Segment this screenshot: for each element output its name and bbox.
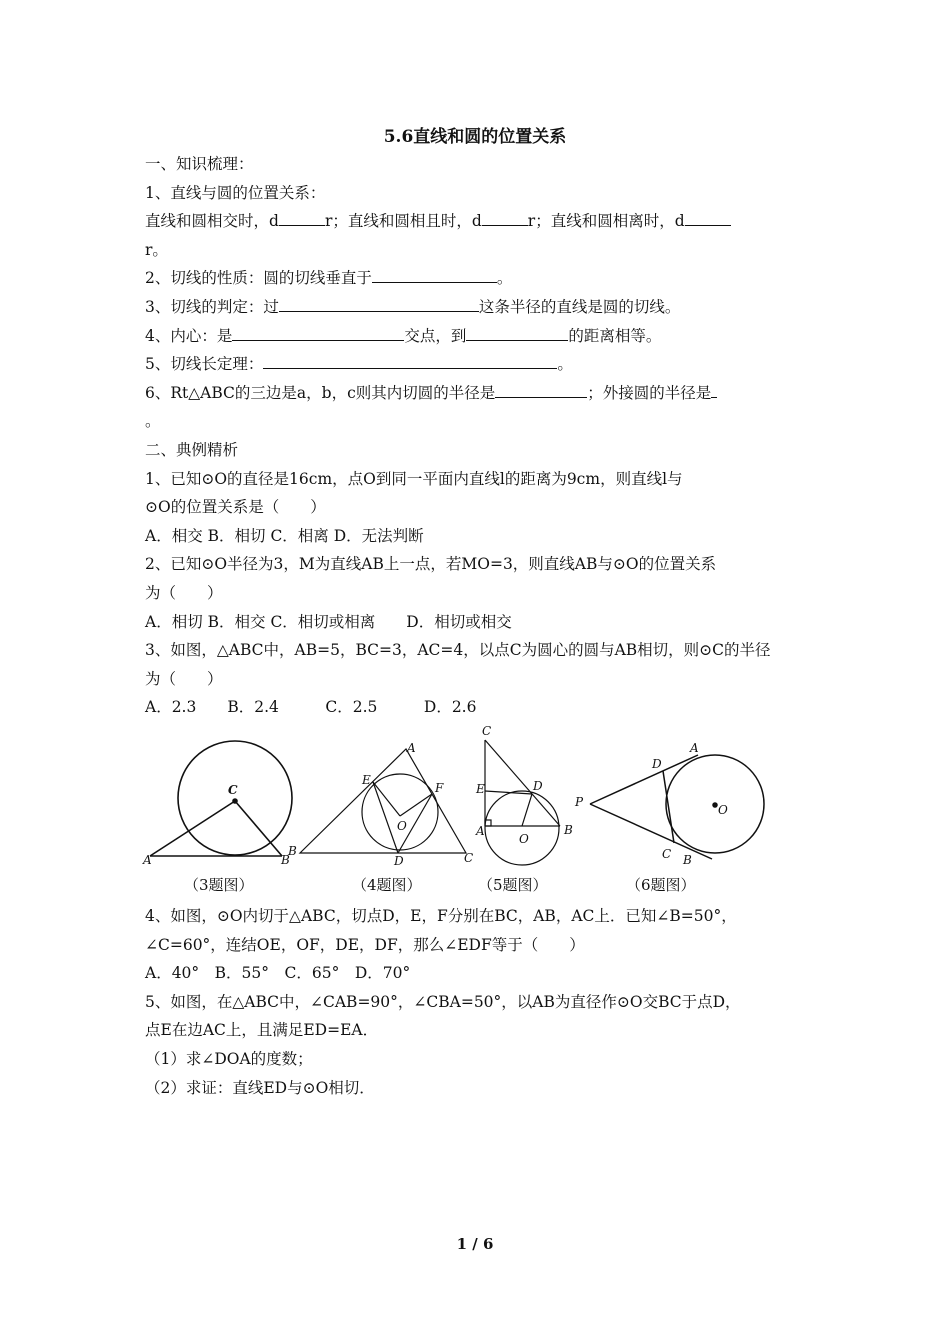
question-4-line-2: ∠C=60°，连结OE，OF，DE，DF，那么∠EDF等于（ ） <box>145 935 585 954</box>
label-d: D <box>533 779 543 793</box>
question-1-line-2: ⊙O的位置关系是（ ） <box>145 498 326 517</box>
fill-blank[interactable] <box>466 324 568 341</box>
triangle-abc <box>300 749 466 853</box>
figure-3 <box>142 741 292 867</box>
text-fragment: 4、内心：是 <box>145 326 233 345</box>
label-c: C <box>482 724 492 738</box>
segment-od <box>522 794 532 826</box>
label-c: C <box>464 851 474 865</box>
question-2-line-2: 为（ ） <box>145 583 223 602</box>
page-title: 5.6直线和圆的位置关系 <box>383 127 567 147</box>
segment-cb <box>485 740 560 826</box>
question-4-line-1: 4、如图，⊙O内切于△ABC，切点D，E，F分别在BC，AB，AC上．已知∠B=50°， <box>145 907 737 925</box>
knowledge-item-6-end: 。 <box>145 412 161 431</box>
label-a: A <box>407 741 416 755</box>
segment-of <box>400 794 432 816</box>
fill-blank[interactable] <box>711 381 717 398</box>
label-e: E <box>476 782 485 796</box>
text-fragment: 5、切线长定理： <box>145 355 264 374</box>
section-heading-1: 一、知识梳理： <box>145 155 254 173</box>
fill-blank[interactable] <box>372 266 497 283</box>
question-5-line-1: 5、如图，在△ABC中，∠CAB=90°，∠CBA=50°，以AB为直径作⊙O交BC于点D， <box>145 992 741 1011</box>
label-f: F <box>435 781 444 795</box>
label-d: D <box>394 854 404 868</box>
label-c: C <box>228 783 238 797</box>
knowledge-item-4 <box>145 322 810 351</box>
segment-ac <box>150 801 235 856</box>
text-fragment: r；直线和圆相离时，d <box>527 212 685 231</box>
figure-6 <box>574 741 764 867</box>
label-o: O <box>718 803 728 817</box>
question-2-line-1: 2、已知⊙O半径为3，M为直线AB上一点，若MO=3，则直线AB与⊙O的位置关系 <box>145 555 717 574</box>
knowledge-item-2 <box>145 264 810 293</box>
label-b: B <box>564 823 573 837</box>
question-5-part-1: （1）求∠DOA的度数； <box>145 1049 313 1068</box>
question-4-options: A．40° B．55° C．65° D．70° <box>145 964 411 983</box>
question-5-line-2: 点E在边AC上，且满足ED=EA． <box>145 1021 379 1040</box>
figure-5-caption: （5题图） <box>478 876 548 894</box>
label-b: B <box>288 844 297 858</box>
text-fragment: ；外接圆的半径是 <box>587 383 712 402</box>
label-e: E <box>362 773 371 787</box>
section-heading-2: 二、典例精析 <box>145 440 239 459</box>
label-d: D <box>652 757 662 771</box>
text-fragment: 直线和圆相交时，d <box>145 212 279 231</box>
label-b: B <box>683 853 692 867</box>
center-point <box>713 803 717 807</box>
document-body <box>145 150 810 722</box>
label-a: A <box>690 741 699 755</box>
question-2-options: A．相切 B．相交 C．相切或相离 D．相切或相交 <box>145 612 512 631</box>
circle-c <box>178 741 292 855</box>
fill-blank[interactable] <box>495 381 587 398</box>
knowledge-item-1: 1、直线与圆的位置关系： <box>145 183 326 202</box>
knowledge-item-5 <box>145 350 810 379</box>
center-point <box>233 799 237 803</box>
fill-blank[interactable] <box>279 295 479 312</box>
figure-6-caption: （6题图） <box>626 876 696 894</box>
segment-oe <box>373 782 400 816</box>
knowledge-item-3 <box>145 293 810 322</box>
question-5-part-2: （2）求证：直线ED与⊙O相切． <box>145 1078 375 1097</box>
text-fragment: 这条半径的直线是圆的切线。 <box>478 297 681 316</box>
fill-blank[interactable] <box>685 209 731 226</box>
document-body-continued <box>145 902 810 1102</box>
knowledge-item-1-end: r。 <box>145 240 168 259</box>
tangent-pb <box>590 804 712 859</box>
label-o: O <box>397 819 407 833</box>
text-fragment: 交点，到 <box>404 326 467 345</box>
label-c: C <box>662 847 672 861</box>
text-fragment: 。 <box>557 355 573 374</box>
label-a: A <box>476 824 485 838</box>
text-fragment: 的距离相等。 <box>568 326 662 345</box>
fill-blank[interactable] <box>232 324 404 341</box>
knowledge-item-1-detail <box>145 207 810 236</box>
text-fragment: 6、Rt△ABC的三边是a，b，c则其内切圆的半径是 <box>145 383 496 402</box>
fill-blank[interactable] <box>263 352 557 369</box>
tangent-dc <box>663 771 674 843</box>
text-fragment: 2、切线的性质：圆的切线垂直于 <box>145 269 372 288</box>
question-3-line-1: 3、如图，△ABC中，AB=5，BC=3，AC=4，以点C为圆心的圆与AB相切，则⊙C的半径 <box>145 641 771 660</box>
figure-3-caption: （3题图） <box>184 876 254 894</box>
label-a: A <box>143 853 152 867</box>
label-o: O <box>519 832 529 846</box>
incircle <box>362 774 438 850</box>
label-b: B <box>281 853 290 867</box>
knowledge-item-6 <box>145 379 810 408</box>
label-p: P <box>575 795 584 809</box>
text-fragment: 3、切线的判定：过 <box>145 297 279 316</box>
page-number: 1 / 6 <box>456 1235 494 1253</box>
question-1-options: A．相交 B．相切 C．相离 D．无法判断 <box>145 526 424 545</box>
figure-4-caption: （4题图） <box>352 876 422 894</box>
segment-cb <box>235 801 282 856</box>
question-3-options: A．2.3 B．2.4 C．2.5 D．2.6 <box>145 698 477 717</box>
text-fragment: 。 <box>496 269 513 288</box>
circle-o <box>485 791 559 865</box>
tangent-pa <box>590 755 698 804</box>
text-fragment: r；直线和圆相且时，d <box>324 212 482 231</box>
question-3-line-2: 为（ ） <box>145 669 223 688</box>
figure-5 <box>475 724 573 865</box>
question-1-line-1: 1、已知⊙O的直径是16cm，点O到同一平面内直线l的距离为9cm，则直线l与 <box>145 469 683 488</box>
figure-4 <box>287 741 473 868</box>
fill-blank[interactable] <box>482 209 528 226</box>
fill-blank[interactable] <box>279 209 325 226</box>
